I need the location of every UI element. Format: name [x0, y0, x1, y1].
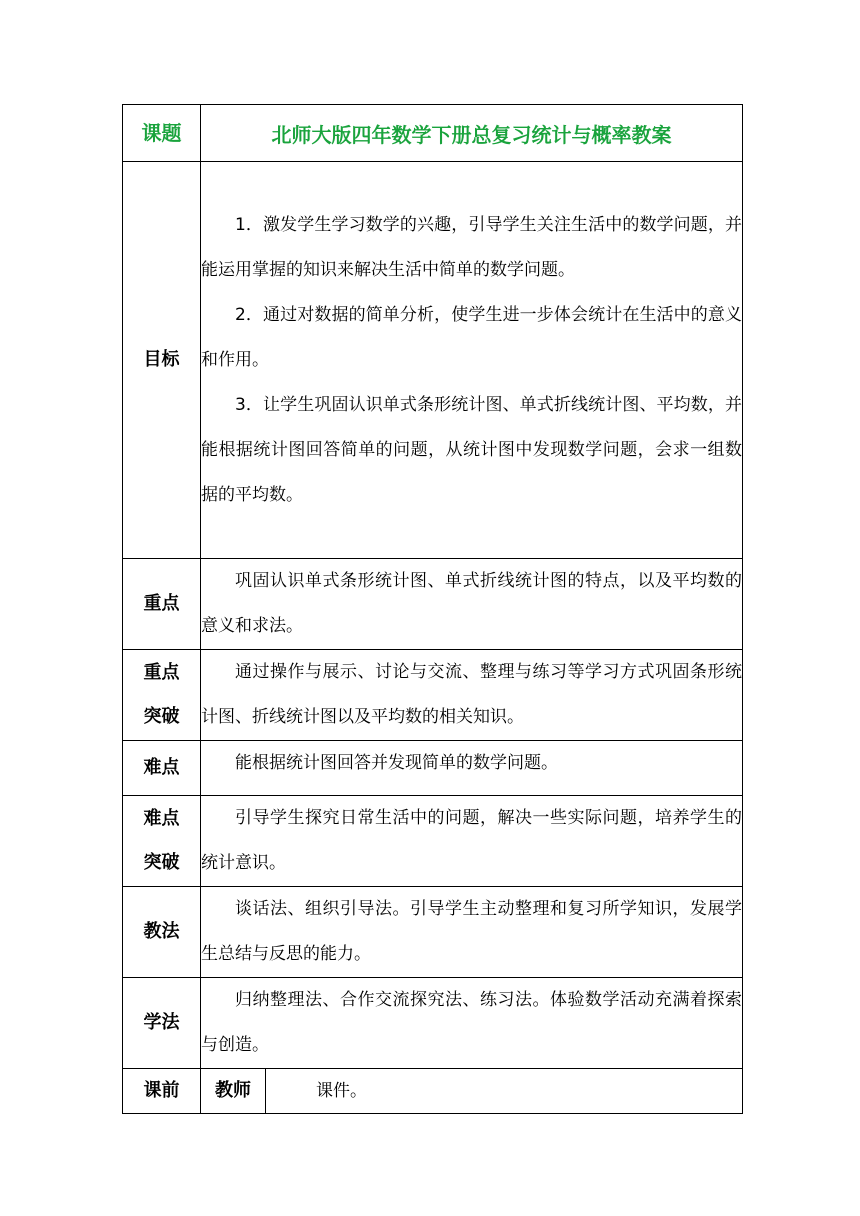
lesson-plan-table [122, 104, 743, 1114]
preparation-label: 课前 [123, 1069, 201, 1114]
title-row [123, 105, 743, 162]
page-title: 北师大版四年数学下册总复习统计与概率教案 [201, 105, 743, 162]
key-point-content [201, 559, 743, 650]
key-breakthrough-row [123, 650, 743, 741]
key-point-text: 巩固认识单式条形统计图、单式折线统计图的特点，以及平均数的意义和求法。 [201, 571, 742, 636]
objective-item-3: 3．让学生巩固认识单式条形统计图、单式折线统计图、平均数，并能根据统计图回答简单的问题，从统计图中发现数学问题，会求一组数据的平均数。 [201, 394, 742, 505]
difficulty-content [201, 741, 743, 796]
difficulty-breakthrough-label-line1: 难点 [143, 808, 180, 829]
objective-item-1: 1．激发学生学习数学的兴趣，引导学生关注生活中的数学问题，并能运用掌握的知识来解决生活中简单的数学问题。 [201, 214, 742, 280]
objectives-label: 目标 [123, 162, 201, 559]
difficulty-breakthrough-label-line2: 突破 [143, 852, 180, 873]
key-point-label: 重点 [123, 559, 201, 650]
teacher-text: 课件。 [316, 1081, 367, 1101]
objectives-content [201, 162, 743, 559]
key-breakthrough-content [201, 650, 743, 741]
topic-label: 课题 [123, 105, 201, 162]
difficulty-row [123, 741, 743, 796]
difficulty-label: 难点 [123, 741, 201, 796]
learning-method-label: 学法 [123, 978, 201, 1069]
learning-method-content [201, 978, 743, 1069]
difficulty-text: 能根据统计图回答并发现简单的数学问题。 [235, 753, 558, 773]
teaching-method-row [123, 887, 743, 978]
preparation-content [201, 1069, 743, 1114]
difficulty-breakthrough-content [201, 796, 743, 887]
difficulty-breakthrough-text: 引导学生探究日常生活中的问题，解决一些实际问题，培养学生的统计意识。 [201, 808, 742, 873]
key-breakthrough-label-line2: 突破 [143, 706, 180, 727]
difficulty-breakthrough-row [123, 796, 743, 887]
key-point-row [123, 559, 743, 650]
objective-item-2: 2．通过对数据的简单分析，使学生进一步体会统计在生活中的意义和作用。 [201, 304, 742, 370]
teacher-label: 教师 [201, 1069, 266, 1113]
teacher-subrow [201, 1069, 742, 1113]
learning-method-text: 归纳整理法、合作交流探究法、练习法。体验数学活动充满着探索与创造。 [201, 990, 742, 1055]
key-breakthrough-text: 通过操作与展示、讨论与交流、整理与练习等学习方式巩固条形统计图、折线统计图以及平均数的相关知识。 [201, 662, 742, 727]
teaching-method-label: 教法 [123, 887, 201, 978]
objectives-row [123, 162, 743, 559]
learning-method-row [123, 978, 743, 1069]
preparation-row [123, 1069, 743, 1114]
teaching-method-text: 谈话法、组织引导法。引导学生主动整理和复习所学知识，发展学生总结与反思的能力。 [201, 899, 742, 964]
difficulty-breakthrough-label [123, 796, 201, 887]
teaching-method-content [201, 887, 743, 978]
key-breakthrough-label-line1: 重点 [143, 662, 180, 683]
key-breakthrough-label [123, 650, 201, 741]
